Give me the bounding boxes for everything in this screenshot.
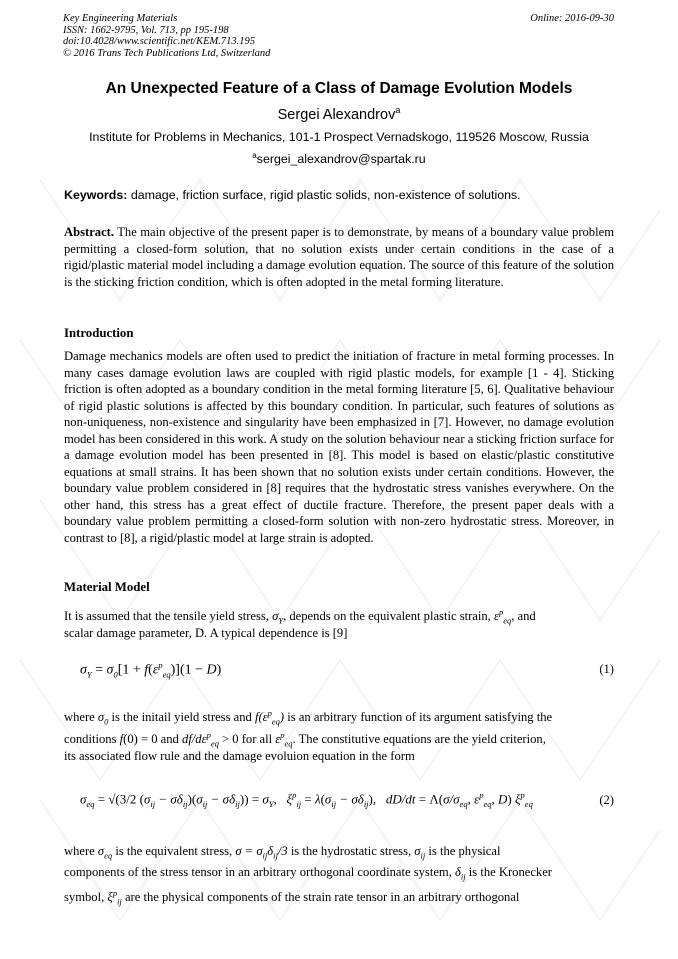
equation-1: $\sigma_Y = \sigma_0[1 + f(\varepsilon^p_{eq})](1 - D)$	[80, 660, 222, 680]
sigma0-symbol: $\sigma_0$	[97, 710, 109, 727]
equation-1-number: (1)	[599, 662, 614, 676]
eps-all-symbol: $\varepsilon^p_{eq}$	[275, 730, 293, 749]
x-text-c: is the hydrostatic stress,	[290, 844, 412, 858]
where-text-b: is the initail yield stress and	[111, 710, 252, 725]
where-text-c: is an arbitrary function of its argument satisfying the	[287, 710, 553, 725]
equation-2: $\sigma_{eq} = √(3/2$ $(\sigma_{ij} - \sigma\delta_{ij})(\sigma_{ij} - \sigma\delta_{ij})) = \sigma_Y$, $\xi^p_{ij} = \lambda(\sigma_{ij} - \sigma\delta_{ij})$, $dD/dt = \Lambda(\sigma/\sigma_{eq}$, $\varepsilon^p_{eq}$, D) $\xi^p_{eq}$	[80, 790, 533, 809]
df-condition: $df/d\varepsilon^p_{eq}$	[182, 730, 219, 749]
mm-text-a: It is assumed that the tensile yield stress,	[64, 609, 269, 624]
keywords-text: damage, friction surface, rigid plastic solids, non-existence of solutions.	[130, 188, 521, 202]
journal-copyright: © 2016 Trans Tech Publications Ltd, Switzerland	[63, 47, 271, 59]
abstract	[64, 224, 614, 290]
journal-doi: doi:10.4028/www.scientific.net/KEM.713.195	[63, 36, 255, 47]
x-text-f: is the Kronecker	[468, 865, 553, 879]
f-eps-symbol: $f(\varepsilon^p_{eq})$	[254, 708, 285, 727]
email-sup: a	[252, 151, 257, 160]
x-text-h: are the physical components of the strain rate tensor in an arbitrary orthogonal	[124, 890, 520, 905]
sigma-eq-symbol: $\sigma_{eq}$	[97, 844, 113, 861]
affiliation: Institute for Problems in Mechanics, 101-1 Prospect Vernadskogo, 119526 Moscow, Russia	[89, 130, 589, 144]
x-text-b: is the equivalent stress,	[115, 844, 233, 858]
email-line	[40, 151, 638, 166]
author-line	[40, 105, 638, 123]
where-line2: conditions f(0) = 0 and $df/d\varepsilon^p_{eq} > 0$ for all $\varepsilon^p_{eq}$. The constitutive equations are the yield criterion,	[64, 730, 546, 749]
delta-ij-symbol: $\delta_{ij}$	[455, 865, 466, 882]
where2-line1	[64, 843, 614, 864]
cond-text-d: . The constitutive equations are the yield criterion,	[292, 732, 546, 747]
keywords-label: Keywords:	[64, 188, 128, 202]
online-date: Online: 2016-09-30	[530, 13, 614, 24]
where2-line3	[64, 885, 614, 910]
where-text-a: where	[64, 710, 95, 725]
f0-condition: f	[119, 732, 124, 747]
material-heading: Material Model	[64, 580, 150, 594]
journal-issn: ISSN: 1662-9795, Vol. 713, pp 195-198	[63, 24, 229, 36]
abstract-label: Abstract.	[64, 225, 115, 239]
intro-heading: Introduction	[64, 326, 134, 340]
intro-text: Damage mechanics models are often used to predict the initiation of fracture in metal forming processes. In many cases damage evolution laws are coupled with rigid plastic models, for example [1 - 4]. Sticking friction is often adopted as a boundary condition in the metal forming literature [5, 6]. Qualitative behaviour of rigid plastic solutions is affected by this boundary condition. In particular, such features of solutions as non-uniqueness, non-existence and singularity have been emphasized in [7]. However, no damage evolution model has been considered in this work. A study on the solution behaviour near a sticking friction surface for a damage evolution model has been presented in [8]. This model is based on elastic/plastic constitutive equations at small strains. It has been shown that no solution exists under certain conditions. However, the boundary value problem considered in [8] requires that the hydrostatic stress vanishes everywhere. On the other hand, this stress has a great effect of ductile fracture. Therefore, the present paper deals with a boundary value problem permitting a closed-form solution with non-zero hydrostatic stress. Moreover, in contrast to [8], a rigid/plastic model at large strain is adopted.	[64, 349, 614, 545]
hydrostatic-symbol: $\sigma = \sigma_{ij}\delta_{ij}/3$	[235, 844, 288, 861]
mm-text-b: , depends on the equivalent plastic strain,	[283, 609, 491, 624]
email: sergei_alexandrov@spartak.ru	[256, 152, 426, 167]
xi-ij-symbol: $\xi^p_{ij}$	[107, 888, 122, 907]
where2-line2	[64, 864, 614, 885]
author-sup: a	[395, 105, 401, 115]
cond-text-a: conditions	[64, 732, 117, 747]
where-line3: its associated flow rule and the damage evoluion equation in the form	[64, 749, 415, 763]
sigma-y-symbol: $\sigma_Y$	[272, 609, 284, 626]
mm-text-c: , and	[511, 609, 536, 624]
cond-text-c: for all	[241, 732, 273, 747]
mm-line2: scalar damage parameter, D. A typical dependence is [9]	[64, 626, 348, 640]
abstract-text: The main objective of the present paper is to demonstrate, by means of a boundary value problem permitting a closed-form solution, that no solution exists under certain conditions in the case of a rigid/plastic material model including a damage evolution equation. The source of this feature of the solution is the sticking friction condition, which is often adopted in the metal forming literature.	[64, 225, 614, 289]
paper-title: An Unexpected Feature of a Class of Damage Evolution Models	[105, 80, 573, 97]
keywords	[64, 188, 521, 202]
x-text-a: where	[64, 844, 95, 858]
equation-2-number: (2)	[599, 793, 614, 807]
eps-eq-symbol: $\varepsilon^p_{eq}$	[493, 607, 512, 626]
cond-text-b: and	[160, 732, 179, 747]
author-name: Sergei Alexandrov	[277, 106, 396, 123]
sigma-ij-symbol: $\sigma_{ij}$	[414, 844, 426, 861]
journal-header	[63, 13, 270, 59]
x-text-d: is the physical	[428, 844, 501, 858]
journal-name: Key Engineering Materials	[63, 13, 178, 24]
x-text-g: symbol,	[64, 890, 105, 905]
x-text-e: components of the stress tensor in an arbitrary orthogonal coordinate system,	[64, 865, 452, 879]
